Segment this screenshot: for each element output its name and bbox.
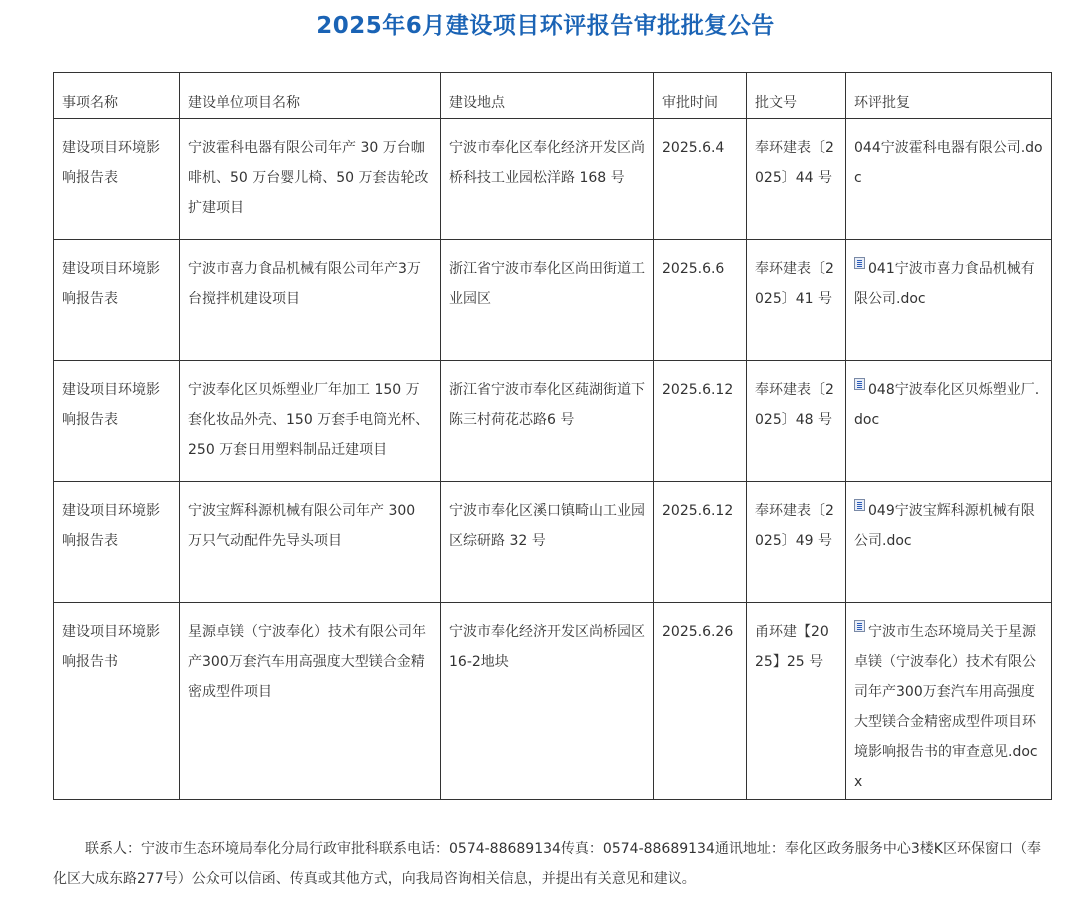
cell-item-name: 建设项目环境影响报告书 [54, 603, 180, 800]
doc-file-icon [854, 620, 865, 632]
page-title: 2025年6月建设项目环评报告审批批复公告 [316, 13, 775, 39]
cell-project-name: 宁波宝辉科源机械有限公司年产 300 万只气动配件先导头项目 [180, 482, 441, 603]
cell-document-number: 奉环建表〔2025〕48 号 [747, 361, 846, 482]
attachment-link[interactable]: 044宁波霍科电器有限公司.doc [854, 140, 1043, 186]
cell-location: 宁波市奉化经济开发区尚桥园区16-2地块 [441, 603, 654, 800]
header-approval-date: 审批时间 [654, 73, 747, 119]
attachment-link[interactable]: 宁波市生态环境局关于星源卓镁（宁波奉化）技术有限公司年产300万套汽车用高强度大型镁合金精密成型件项目环境影响报告书的审查意见.docx [854, 624, 1038, 790]
attachment-link[interactable]: 048宁波奉化区贝烁塑业厂.doc [854, 382, 1040, 428]
cell-document-number: 奉环建表〔2025〕49 号 [747, 482, 846, 603]
cell-document-number: 甬环建【2025】25 号 [747, 603, 846, 800]
attachment-link[interactable]: 049宁波宝辉科源机械有限公司.doc [854, 503, 1035, 549]
doc-file-icon [854, 378, 865, 390]
cell-project-name: 宁波奉化区贝烁塑业厂年加工 150 万套化妆品外壳、150 万套手电筒光杯、250 万套日用塑料制品迁建项目 [180, 361, 441, 482]
cell-approval-date: 2025.6.6 [654, 240, 747, 361]
cell-attachment [846, 603, 1052, 800]
cell-document-number: 奉环建表〔2025〕44 号 [747, 119, 846, 240]
table-row [54, 119, 1052, 240]
table-header-row [54, 73, 1052, 119]
cell-location: 宁波市奉化区奉化经济开发区尚桥科技工业园松洋路 168 号 [441, 119, 654, 240]
header-item-name: 事项名称 [54, 73, 180, 119]
cell-approval-date: 2025.6.26 [654, 603, 747, 800]
cell-location: 浙江省宁波市奉化区尚田街道工业园区 [441, 240, 654, 361]
cell-approval-date: 2025.6.12 [654, 361, 747, 482]
cell-approval-date: 2025.6.4 [654, 119, 747, 240]
table-row [54, 482, 1052, 603]
cell-attachment [846, 361, 1052, 482]
cell-item-name: 建设项目环境影响报告表 [54, 119, 180, 240]
cell-approval-date: 2025.6.12 [654, 482, 747, 603]
cell-item-name: 建设项目环境影响报告表 [54, 482, 180, 603]
header-document-number: 批文号 [747, 73, 846, 119]
cell-project-name: 宁波市喜力食品机械有限公司年产3万台搅拌机建设项目 [180, 240, 441, 361]
table-row [54, 603, 1052, 800]
approval-table [53, 72, 1052, 800]
header-project-name: 建设单位项目名称 [180, 73, 441, 119]
cell-attachment [846, 119, 1052, 240]
cell-project-name: 星源卓镁（宁波奉化）技术有限公司年产300万套汽车用高强度大型镁合金精密成型件项目 [180, 603, 441, 800]
cell-location: 浙江省宁波市奉化区莼湖街道下陈三村荷花芯路6 号 [441, 361, 654, 482]
cell-location: 宁波市奉化区溪口镇畸山工业园区综研路 32 号 [441, 482, 654, 603]
contact-info: 联系人：宁波市生态环境局奉化分局行政审批科联系电话：0574-88689134传真：0574-88689134通讯地址：奉化区政务服务中心3楼K区环保窗口（奉化区大成东路277号）公众可以信函、传真或其他方式，向我局咨询相关信息，并提出有关意见和建议。 [53, 841, 1041, 887]
header-approval-reply: 环评批复 [846, 73, 1052, 119]
cell-project-name: 宁波霍科电器有限公司年产 30 万台咖啡机、50 万台婴儿椅、50 万套齿轮改扩建项目 [180, 119, 441, 240]
doc-file-icon [854, 257, 865, 269]
doc-file-icon [854, 499, 865, 511]
cell-attachment [846, 240, 1052, 361]
header-location: 建设地点 [441, 73, 654, 119]
cell-item-name: 建设项目环境影响报告表 [54, 361, 180, 482]
cell-document-number: 奉环建表〔2025〕41 号 [747, 240, 846, 361]
cell-item-name: 建设项目环境影响报告表 [54, 240, 180, 361]
cell-attachment [846, 482, 1052, 603]
table-row [54, 361, 1052, 482]
attachment-link[interactable]: 041宁波市喜力食品机械有限公司.doc [854, 261, 1035, 307]
table-row [54, 240, 1052, 361]
